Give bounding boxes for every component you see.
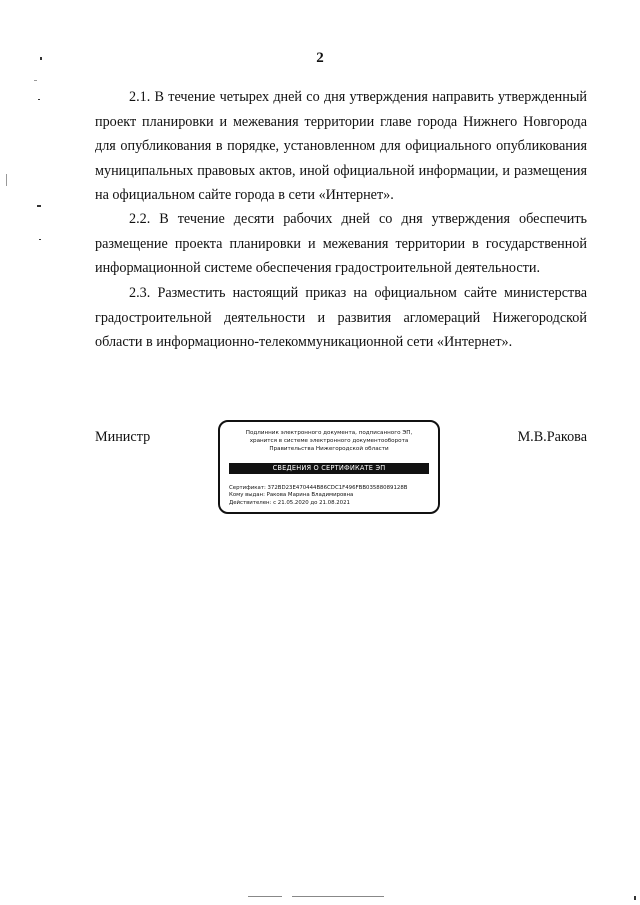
scan-mark bbox=[40, 57, 42, 60]
stamp-header-line: Правительства Нижегородской области bbox=[269, 446, 389, 452]
stamp-header bbox=[220, 429, 438, 453]
scan-mark bbox=[34, 80, 37, 81]
stamp-header-line: хранится в системе электронного документооборота bbox=[249, 438, 409, 444]
stamp-issued-to: Кому выдан: Ракова Марина Владимировна bbox=[229, 492, 354, 499]
paragraph-2-3: 2.3. Разместить настоящий приказ на официальном сайте министерства градостроительной деятельности и развития агломераций Нижегородской области в информационно-телекоммуникационной сети «Интернет». bbox=[95, 285, 587, 351]
stamp-certificate-details bbox=[229, 485, 407, 507]
scan-mark bbox=[6, 174, 7, 186]
stamp-header-line: Подлинник электронного документа, подписанного ЭП, bbox=[245, 430, 413, 436]
scan-mark bbox=[634, 896, 636, 900]
page-number: 2 bbox=[316, 50, 324, 66]
stamp-certificate-serial: Сертификат: 372BD23E470444B86CDC1F496FBB03588089128B bbox=[229, 485, 408, 491]
scan-line bbox=[292, 896, 384, 897]
scan-mark bbox=[37, 205, 41, 207]
scan-mark bbox=[39, 239, 41, 240]
paragraph-2-1: 2.1. В течение четырех дней со дня утверждения направить утвержденный проект планировки и межевания территории главе города Нижнего Новгорода для опубликования в порядке, установленном для официального опубликования муниципальных правовых актов, иной официальной информации, и размещения на официальном сайте города в сети «Интернет». bbox=[95, 89, 587, 204]
electronic-signature-stamp bbox=[218, 420, 440, 514]
scan-mark bbox=[38, 99, 40, 100]
signatory-title: Министр bbox=[95, 429, 151, 445]
scan-line bbox=[248, 896, 282, 897]
paragraph-2-2: 2.2. В течение десяти рабочих дней со дня утверждения обеспечить размещение проекта планировки и межевания территории в государственной информационной системе обеспечения градостроительной деятельности. bbox=[95, 211, 587, 277]
signatory-name: М.В.Ракова bbox=[517, 429, 587, 445]
stamp-validity: Действителен: с 21.05.2020 до 21.08.2021 bbox=[229, 499, 350, 506]
stamp-certificate-heading: СВЕДЕНИЯ О СЕРТИФИКАТЕ ЭП bbox=[229, 463, 429, 474]
